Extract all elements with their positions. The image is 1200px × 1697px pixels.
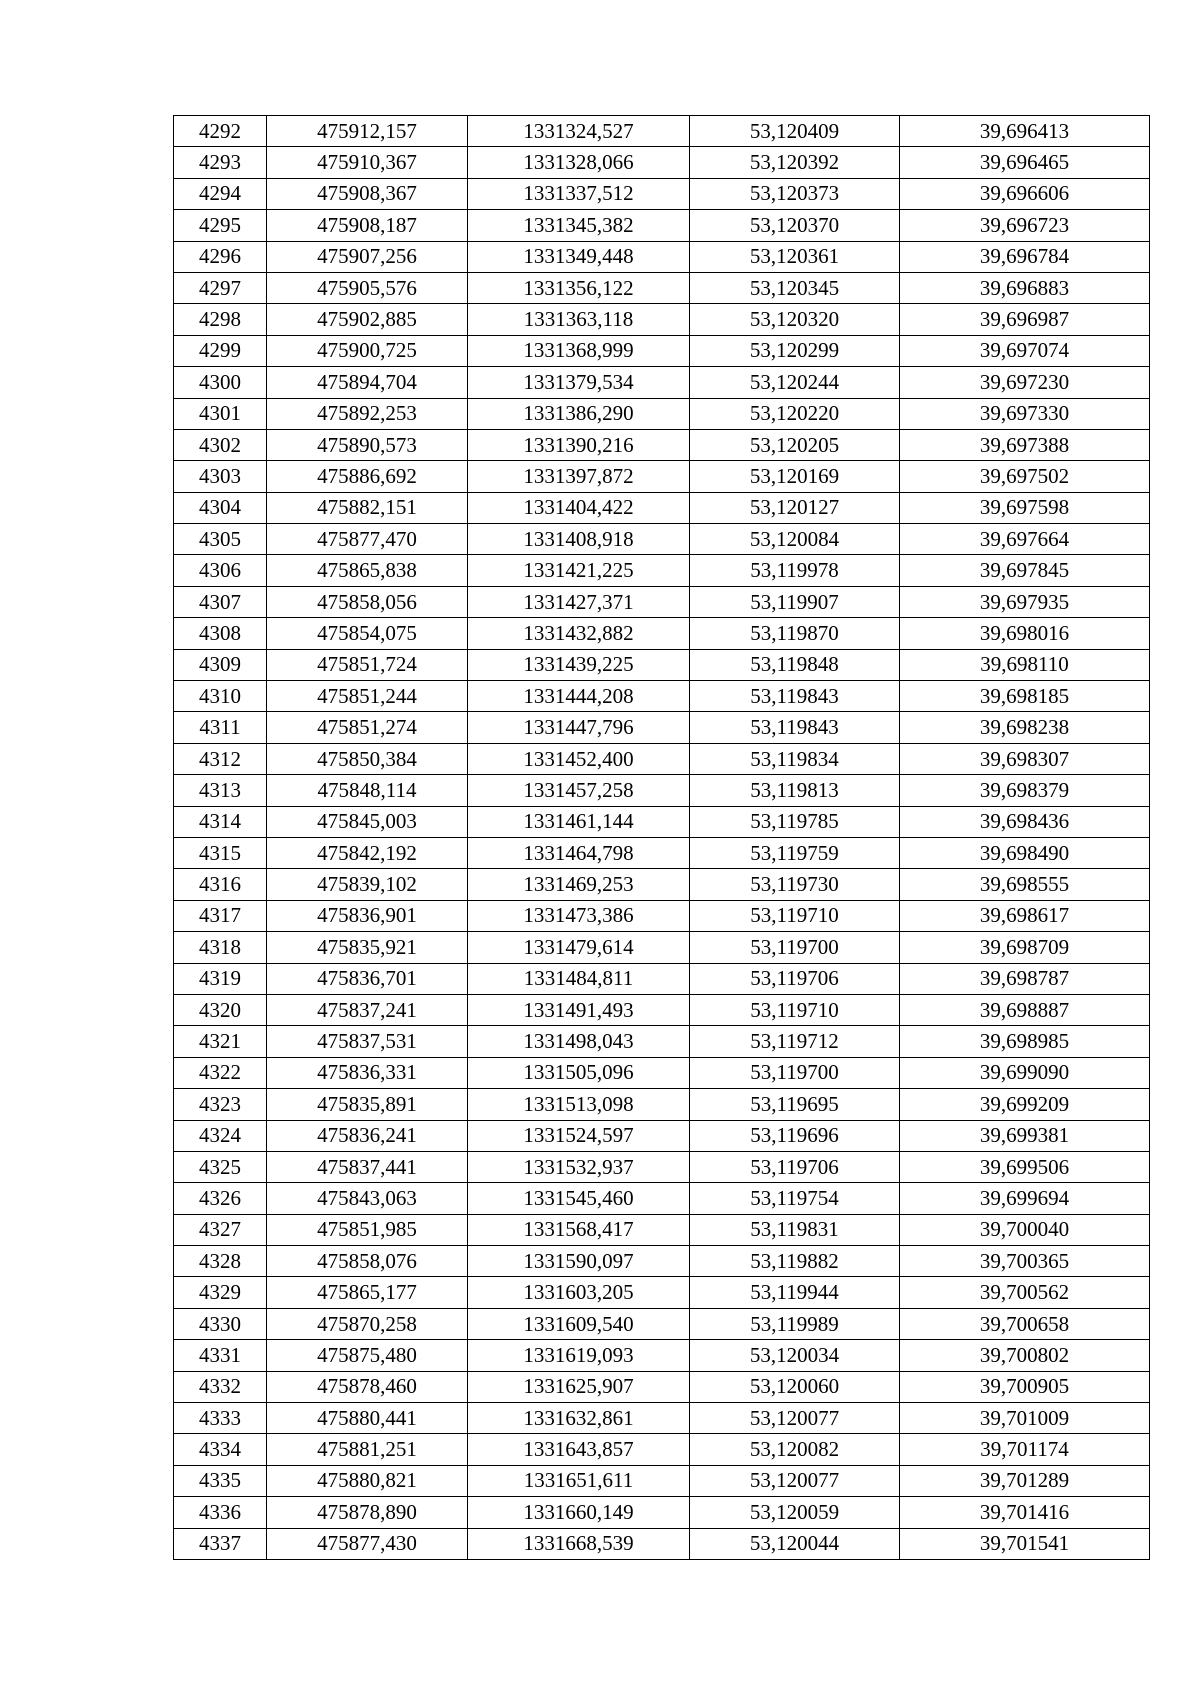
x-coordinate-cell: 475912,157 [267,116,468,147]
point-number-cell: 4298 [174,304,267,335]
latitude-cell: 53,119700 [690,1057,900,1088]
y-coordinate-cell: 1331439,225 [468,649,690,680]
latitude-cell: 53,120084 [690,524,900,555]
point-number-cell: 4323 [174,1089,267,1120]
longitude-cell: 39,697935 [900,586,1150,617]
y-coordinate-cell: 1331444,208 [468,681,690,712]
longitude-cell: 39,697664 [900,524,1150,555]
y-coordinate-cell: 1331447,796 [468,712,690,743]
y-coordinate-cell: 1331328,066 [468,147,690,178]
x-coordinate-cell: 475854,075 [267,618,468,649]
y-coordinate-cell: 1331368,999 [468,335,690,366]
x-coordinate-cell: 475835,891 [267,1089,468,1120]
longitude-cell: 39,698887 [900,994,1150,1025]
y-coordinate-cell: 1331513,098 [468,1089,690,1120]
latitude-cell: 53,120044 [690,1528,900,1559]
point-number-cell: 4299 [174,335,267,366]
point-number-cell: 4317 [174,900,267,931]
y-coordinate-cell: 1331379,534 [468,367,690,398]
y-coordinate-cell: 1331461,144 [468,806,690,837]
longitude-cell: 39,697230 [900,367,1150,398]
longitude-cell: 39,696883 [900,272,1150,303]
longitude-cell: 39,700365 [900,1246,1150,1277]
x-coordinate-cell: 475858,056 [267,586,468,617]
table-row [174,147,1150,178]
y-coordinate-cell: 1331619,093 [468,1340,690,1371]
x-coordinate-cell: 475836,701 [267,963,468,994]
table-row [174,1403,1150,1434]
y-coordinate-cell: 1331479,614 [468,932,690,963]
latitude-cell: 53,119848 [690,649,900,680]
latitude-cell: 53,119907 [690,586,900,617]
y-coordinate-cell: 1331660,149 [468,1497,690,1528]
table-row [174,210,1150,241]
y-coordinate-cell: 1331390,216 [468,429,690,460]
y-coordinate-cell: 1331397,872 [468,461,690,492]
point-number-cell: 4325 [174,1151,267,1182]
x-coordinate-cell: 475880,821 [267,1465,468,1496]
point-number-cell: 4324 [174,1120,267,1151]
table-row [174,555,1150,586]
y-coordinate-cell: 1331505,096 [468,1057,690,1088]
latitude-cell: 53,119712 [690,1026,900,1057]
longitude-cell: 39,699090 [900,1057,1150,1088]
y-coordinate-cell: 1331545,460 [468,1183,690,1214]
y-coordinate-cell: 1331498,043 [468,1026,690,1057]
x-coordinate-cell: 475839,102 [267,869,468,900]
point-number-cell: 4297 [174,272,267,303]
y-coordinate-cell: 1331643,857 [468,1434,690,1465]
table-row [174,429,1150,460]
latitude-cell: 53,120373 [690,178,900,209]
table-row [174,272,1150,303]
longitude-cell: 39,700040 [900,1214,1150,1245]
x-coordinate-cell: 475870,258 [267,1308,468,1339]
latitude-cell: 53,119700 [690,932,900,963]
latitude-cell: 53,119834 [690,743,900,774]
table-row [174,1465,1150,1496]
longitude-cell: 39,697388 [900,429,1150,460]
point-number-cell: 4310 [174,681,267,712]
x-coordinate-cell: 475836,241 [267,1120,468,1151]
y-coordinate-cell: 1331491,493 [468,994,690,1025]
table-row [174,618,1150,649]
point-number-cell: 4335 [174,1465,267,1496]
point-number-cell: 4320 [174,994,267,1025]
x-coordinate-cell: 475878,890 [267,1497,468,1528]
longitude-cell: 39,701009 [900,1403,1150,1434]
longitude-cell: 39,696723 [900,210,1150,241]
latitude-cell: 53,119706 [690,963,900,994]
table-row [174,304,1150,335]
y-coordinate-cell: 1331324,527 [468,116,690,147]
table-row [174,1308,1150,1339]
latitude-cell: 53,120244 [690,367,900,398]
longitude-cell: 39,698238 [900,712,1150,743]
point-number-cell: 4306 [174,555,267,586]
x-coordinate-cell: 475878,460 [267,1371,468,1402]
x-coordinate-cell: 475877,470 [267,524,468,555]
table-row [174,1120,1150,1151]
coordinates-table [173,115,1150,1560]
y-coordinate-cell: 1331345,382 [468,210,690,241]
table-row [174,994,1150,1025]
longitude-cell: 39,697502 [900,461,1150,492]
table-row [174,712,1150,743]
point-number-cell: 4333 [174,1403,267,1434]
latitude-cell: 53,119989 [690,1308,900,1339]
x-coordinate-cell: 475910,367 [267,147,468,178]
longitude-cell: 39,696413 [900,116,1150,147]
point-number-cell: 4304 [174,492,267,523]
latitude-cell: 53,119978 [690,555,900,586]
table-row [174,1183,1150,1214]
table-row [174,775,1150,806]
y-coordinate-cell: 1331421,225 [468,555,690,586]
x-coordinate-cell: 475848,114 [267,775,468,806]
latitude-cell: 53,119710 [690,900,900,931]
x-coordinate-cell: 475907,256 [267,241,468,272]
x-coordinate-cell: 475851,724 [267,649,468,680]
x-coordinate-cell: 475881,251 [267,1434,468,1465]
latitude-cell: 53,120127 [690,492,900,523]
table-row [174,492,1150,523]
table-row [174,116,1150,147]
table-row [174,1371,1150,1402]
x-coordinate-cell: 475851,244 [267,681,468,712]
longitude-cell: 39,697074 [900,335,1150,366]
table-row [174,963,1150,994]
point-number-cell: 4292 [174,116,267,147]
y-coordinate-cell: 1331603,205 [468,1277,690,1308]
point-number-cell: 4301 [174,398,267,429]
latitude-cell: 53,120077 [690,1403,900,1434]
latitude-cell: 53,120082 [690,1434,900,1465]
point-number-cell: 4336 [174,1497,267,1528]
x-coordinate-cell: 475886,692 [267,461,468,492]
x-coordinate-cell: 475892,253 [267,398,468,429]
y-coordinate-cell: 1331484,811 [468,963,690,994]
latitude-cell: 53,120320 [690,304,900,335]
latitude-cell: 53,120392 [690,147,900,178]
y-coordinate-cell: 1331668,539 [468,1528,690,1559]
table-row [174,1214,1150,1245]
longitude-cell: 39,697330 [900,398,1150,429]
point-number-cell: 4331 [174,1340,267,1371]
longitude-cell: 39,699506 [900,1151,1150,1182]
longitude-cell: 39,701174 [900,1434,1150,1465]
longitude-cell: 39,697845 [900,555,1150,586]
table-row [174,398,1150,429]
x-coordinate-cell: 475851,274 [267,712,468,743]
longitude-cell: 39,698555 [900,869,1150,900]
y-coordinate-cell: 1331452,400 [468,743,690,774]
table-row [174,900,1150,931]
x-coordinate-cell: 475837,441 [267,1151,468,1182]
x-coordinate-cell: 475902,885 [267,304,468,335]
latitude-cell: 53,120370 [690,210,900,241]
x-coordinate-cell: 475836,331 [267,1057,468,1088]
table-row [174,1528,1150,1559]
longitude-cell: 39,699694 [900,1183,1150,1214]
longitude-cell: 39,698617 [900,900,1150,931]
y-coordinate-cell: 1331532,937 [468,1151,690,1182]
x-coordinate-cell: 475836,901 [267,900,468,931]
y-coordinate-cell: 1331349,448 [468,241,690,272]
table-row [174,524,1150,555]
x-coordinate-cell: 475890,573 [267,429,468,460]
x-coordinate-cell: 475877,430 [267,1528,468,1559]
point-number-cell: 4295 [174,210,267,241]
latitude-cell: 53,119944 [690,1277,900,1308]
longitude-cell: 39,700905 [900,1371,1150,1402]
table-row [174,178,1150,209]
table-row [174,837,1150,868]
x-coordinate-cell: 475908,187 [267,210,468,241]
longitude-cell: 39,696465 [900,147,1150,178]
longitude-cell: 39,698185 [900,681,1150,712]
point-number-cell: 4337 [174,1528,267,1559]
point-number-cell: 4321 [174,1026,267,1057]
y-coordinate-cell: 1331609,540 [468,1308,690,1339]
latitude-cell: 53,119695 [690,1089,900,1120]
latitude-cell: 53,119785 [690,806,900,837]
point-number-cell: 4326 [174,1183,267,1214]
x-coordinate-cell: 475845,003 [267,806,468,837]
latitude-cell: 53,120034 [690,1340,900,1371]
longitude-cell: 39,698016 [900,618,1150,649]
point-number-cell: 4322 [174,1057,267,1088]
x-coordinate-cell: 475850,384 [267,743,468,774]
x-coordinate-cell: 475837,531 [267,1026,468,1057]
y-coordinate-cell: 1331464,798 [468,837,690,868]
y-coordinate-cell: 1331432,882 [468,618,690,649]
x-coordinate-cell: 475837,241 [267,994,468,1025]
x-coordinate-cell: 475875,480 [267,1340,468,1371]
latitude-cell: 53,119696 [690,1120,900,1151]
point-number-cell: 4318 [174,932,267,963]
y-coordinate-cell: 1331408,918 [468,524,690,555]
latitude-cell: 53,120299 [690,335,900,366]
y-coordinate-cell: 1331632,861 [468,1403,690,1434]
longitude-cell: 39,700562 [900,1277,1150,1308]
latitude-cell: 53,119710 [690,994,900,1025]
table-row [174,1340,1150,1371]
table-row [174,1246,1150,1277]
table-row [174,461,1150,492]
latitude-cell: 53,120220 [690,398,900,429]
latitude-cell: 53,119754 [690,1183,900,1214]
x-coordinate-cell: 475905,576 [267,272,468,303]
x-coordinate-cell: 475851,985 [267,1214,468,1245]
point-number-cell: 4311 [174,712,267,743]
y-coordinate-cell: 1331457,258 [468,775,690,806]
point-number-cell: 4332 [174,1371,267,1402]
point-number-cell: 4328 [174,1246,267,1277]
point-number-cell: 4300 [174,367,267,398]
longitude-cell: 39,698110 [900,649,1150,680]
longitude-cell: 39,698709 [900,932,1150,963]
y-coordinate-cell: 1331386,290 [468,398,690,429]
point-number-cell: 4314 [174,806,267,837]
longitude-cell: 39,699209 [900,1089,1150,1120]
point-number-cell: 4334 [174,1434,267,1465]
table-row [174,869,1150,900]
latitude-cell: 53,120409 [690,116,900,147]
latitude-cell: 53,119730 [690,869,900,900]
point-number-cell: 4294 [174,178,267,209]
table-row [174,335,1150,366]
y-coordinate-cell: 1331651,611 [468,1465,690,1496]
coordinates-table-body [174,116,1150,1560]
longitude-cell: 39,701289 [900,1465,1150,1496]
latitude-cell: 53,119706 [690,1151,900,1182]
latitude-cell: 53,119882 [690,1246,900,1277]
longitude-cell: 39,698379 [900,775,1150,806]
point-number-cell: 4312 [174,743,267,774]
y-coordinate-cell: 1331363,118 [468,304,690,335]
point-number-cell: 4315 [174,837,267,868]
longitude-cell: 39,698307 [900,743,1150,774]
table-row [174,681,1150,712]
latitude-cell: 53,119759 [690,837,900,868]
table-row [174,806,1150,837]
table-row [174,649,1150,680]
y-coordinate-cell: 1331473,386 [468,900,690,931]
x-coordinate-cell: 475858,076 [267,1246,468,1277]
x-coordinate-cell: 475835,921 [267,932,468,963]
y-coordinate-cell: 1331590,097 [468,1246,690,1277]
table-row [174,1151,1150,1182]
x-coordinate-cell: 475908,367 [267,178,468,209]
x-coordinate-cell: 475842,192 [267,837,468,868]
point-number-cell: 4296 [174,241,267,272]
longitude-cell: 39,698490 [900,837,1150,868]
point-number-cell: 4309 [174,649,267,680]
point-number-cell: 4329 [174,1277,267,1308]
table-row [174,586,1150,617]
table-row [174,1277,1150,1308]
longitude-cell: 39,698436 [900,806,1150,837]
point-number-cell: 4303 [174,461,267,492]
point-number-cell: 4313 [174,775,267,806]
longitude-cell: 39,700802 [900,1340,1150,1371]
y-coordinate-cell: 1331568,417 [468,1214,690,1245]
point-number-cell: 4305 [174,524,267,555]
longitude-cell: 39,698787 [900,963,1150,994]
x-coordinate-cell: 475865,838 [267,555,468,586]
x-coordinate-cell: 475900,725 [267,335,468,366]
latitude-cell: 53,119843 [690,712,900,743]
y-coordinate-cell: 1331524,597 [468,1120,690,1151]
table-row [174,1026,1150,1057]
y-coordinate-cell: 1331469,253 [468,869,690,900]
latitude-cell: 53,120059 [690,1497,900,1528]
longitude-cell: 39,698985 [900,1026,1150,1057]
longitude-cell: 39,696784 [900,241,1150,272]
table-row [174,743,1150,774]
y-coordinate-cell: 1331356,122 [468,272,690,303]
x-coordinate-cell: 475882,151 [267,492,468,523]
point-number-cell: 4330 [174,1308,267,1339]
table-row [174,932,1150,963]
point-number-cell: 4302 [174,429,267,460]
table-row [174,1434,1150,1465]
latitude-cell: 53,120169 [690,461,900,492]
y-coordinate-cell: 1331404,422 [468,492,690,523]
x-coordinate-cell: 475880,441 [267,1403,468,1434]
latitude-cell: 53,119843 [690,681,900,712]
latitude-cell: 53,120060 [690,1371,900,1402]
table-row [174,1497,1150,1528]
table-row [174,1057,1150,1088]
y-coordinate-cell: 1331427,371 [468,586,690,617]
longitude-cell: 39,697598 [900,492,1150,523]
latitude-cell: 53,120077 [690,1465,900,1496]
point-number-cell: 4327 [174,1214,267,1245]
latitude-cell: 53,120345 [690,272,900,303]
longitude-cell: 39,700658 [900,1308,1150,1339]
latitude-cell: 53,119831 [690,1214,900,1245]
point-number-cell: 4307 [174,586,267,617]
y-coordinate-cell: 1331337,512 [468,178,690,209]
x-coordinate-cell: 475894,704 [267,367,468,398]
point-number-cell: 4316 [174,869,267,900]
latitude-cell: 53,119870 [690,618,900,649]
point-number-cell: 4293 [174,147,267,178]
point-number-cell: 4308 [174,618,267,649]
longitude-cell: 39,701416 [900,1497,1150,1528]
table-row [174,367,1150,398]
x-coordinate-cell: 475843,063 [267,1183,468,1214]
point-number-cell: 4319 [174,963,267,994]
latitude-cell: 53,119813 [690,775,900,806]
longitude-cell: 39,696987 [900,304,1150,335]
table-row [174,1089,1150,1120]
x-coordinate-cell: 475865,177 [267,1277,468,1308]
latitude-cell: 53,120361 [690,241,900,272]
longitude-cell: 39,701541 [900,1528,1150,1559]
table-row [174,241,1150,272]
y-coordinate-cell: 1331625,907 [468,1371,690,1402]
longitude-cell: 39,699381 [900,1120,1150,1151]
longitude-cell: 39,696606 [900,178,1150,209]
latitude-cell: 53,120205 [690,429,900,460]
